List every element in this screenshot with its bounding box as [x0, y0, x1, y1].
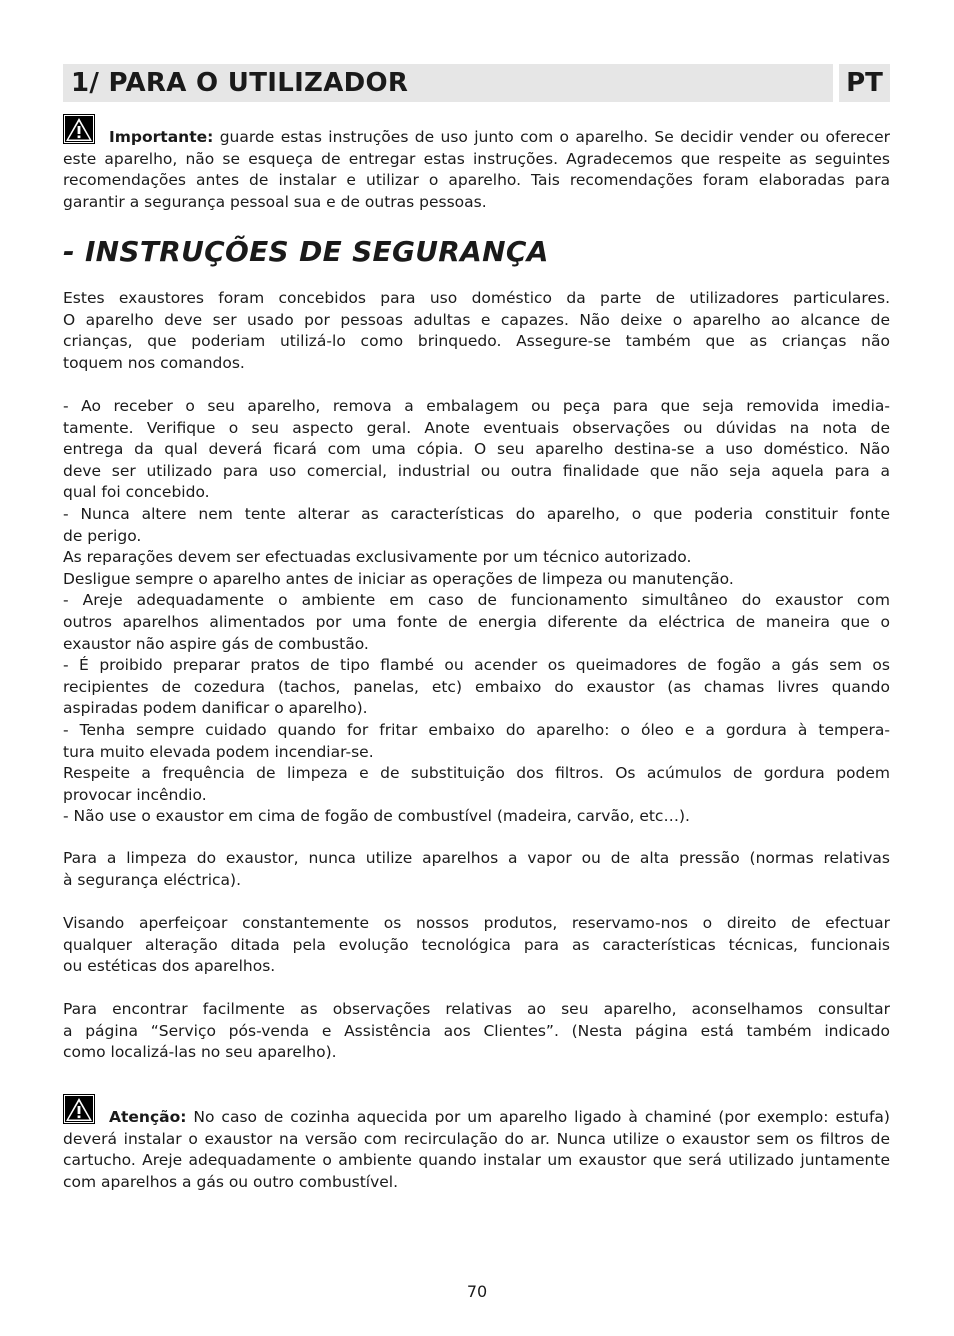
text-line: tamente. Verifique o seu aspecto geral. Anote eventuais observações ou dúvidas na nota de	[63, 418, 890, 437]
text-line: de perigo.	[63, 526, 142, 545]
text-line: - É proibido preparar pratos de tipo flambé ou acender os queimadores de fogão a gás sem os	[63, 656, 890, 675]
text-line: deve ser utilizado para uso comercial, industrial ou outra finalidade que não seja aquela para a	[63, 461, 890, 480]
paragraph-cleaning	[63, 848, 890, 891]
paragraph-safety-list	[63, 396, 890, 828]
text-line: toquem nos comandos.	[63, 353, 245, 372]
text-line: Desligue sempre o aparelho antes de iniciar as operações de limpeza ou manutenção.	[63, 569, 734, 588]
text-line: ou estéticas dos aparelhos.	[63, 957, 276, 976]
page-number: 70	[466, 1282, 488, 1301]
text-line: aspiradas podem danificar o aparelho).	[63, 699, 368, 718]
text-line: crianças, que poderiam utilizá-lo como brinquedo. Assegure-se também que as crianças não	[63, 332, 890, 351]
text-line: outros aparelhos alimentados por uma fonte de energia diferente da eléctrica de maneira que o	[63, 612, 890, 631]
text-line: As reparações devem ser efectuadas exclusivamente por um técnico autorizado.	[63, 548, 692, 567]
language-badge	[839, 64, 890, 102]
text-line: provocar incêndio.	[63, 785, 207, 804]
text-line: qualquer alteração ditada pela evolução tecnológica para as características técnicas, funcionais	[63, 935, 890, 954]
intro-text: guarde estas instruções de uso junto com o aparelho. Se decidir vender ou oferecer este aparelho, não se esqueça de entregar estas instruções. Agradecemos que respeite as seguintes recomendações antes de instalar e utilizar o aparelho. Tais recomendações foram elaboradas para garantir a segurança pessoal sua e de outras pessoas.	[63, 128, 890, 211]
text-line: como localizá-las no seu aparelho).	[63, 1043, 337, 1062]
page-header	[63, 64, 890, 102]
text-line: O aparelho deve ser usado por pessoas adultas e capazes. Não deixe o aparelho ao alcance de	[63, 310, 890, 329]
warning-icon	[63, 1094, 95, 1124]
text-line: à segurança eléctrica).	[63, 870, 241, 889]
title-bar	[63, 64, 833, 102]
page-title: 1/ PARA O UTILIZADOR	[71, 68, 409, 98]
text-line: Para encontrar facilmente as observações relativas ao seu aparelho, aconselhamos consultar	[63, 1000, 890, 1018]
paragraph-usage	[63, 288, 890, 374]
text-line: exaustor não aspire gás de combustão.	[63, 634, 369, 653]
language-code: PT	[846, 68, 883, 98]
text-line: entrega da qual deverá ficará com uma cópia. O seu aparelho destina-se a uso doméstico. Não	[63, 440, 890, 459]
text-line: Para a limpeza do exaustor, nunca utilize aparelhos a vapor ou de alta pressão (normas relativas	[63, 849, 890, 867]
warning-paragraph	[63, 1094, 890, 1193]
text-line: tura muito elevada podem incendiar-se.	[63, 742, 374, 761]
warning-text: No caso de cozinha aquecida por um aparelho ligado à chaminé (por exemplo: estufa) deverá instalar o exaustor na versão com recirculação do ar. Nunca utilize o exaustor sem os filtros de cartucho. Areje adequadamente o ambiente quando instalar um exaustor que será utilizado juntamente com aparelhos a gás ou outro combustível.	[63, 1108, 890, 1191]
text-line: a página “Serviço pós-venda e Assistência aos Clientes”. (Nesta página está também indicado	[63, 1021, 890, 1040]
text-line: - Não use o exaustor em cima de fogão de combustível (madeira, carvão, etc…).	[63, 807, 690, 826]
warning-label: Atenção:	[109, 1108, 187, 1126]
paragraph-improvements	[63, 913, 890, 978]
text-line: - Ao receber o seu aparelho, remova a embalagem ou peça para que seja removida imedia-	[63, 397, 890, 415]
text-line: - Tenha sempre cuidado quando for fritar embaixo do aparelho: o óleo e a gordura à tempera-	[63, 720, 890, 739]
intro-label: Importante:	[109, 128, 214, 146]
intro-paragraph	[63, 114, 890, 213]
text-line: Respeite a frequência de limpeza e de substituição dos filtros. Os acúmulos de gordura podem	[63, 764, 890, 783]
text-line: - Areje adequadamente o ambiente em caso de funcionamento simultâneo do exaustor com	[63, 591, 890, 610]
paragraph-service	[63, 999, 890, 1064]
text-line: qual foi concebido.	[63, 483, 210, 502]
text-line: Visando aperfeiçoar constantemente os nossos produtos, reservamo-nos o direito de efectuar	[63, 914, 890, 932]
section-title: - INSTRUÇÕES DE SEGURANÇA	[63, 235, 549, 268]
warning-icon	[63, 114, 95, 144]
text-line: Estes exaustores foram concebidos para uso doméstico da parte de utilizadores particulares.	[63, 289, 890, 307]
text-line: - Nunca altere nem tente alterar as características do aparelho, o que poderia constituir fonte	[63, 504, 890, 523]
text-line: recipientes de cozedura (tachos, panelas, etc) embaixo do exaustor (as chamas livres quando	[63, 677, 890, 696]
